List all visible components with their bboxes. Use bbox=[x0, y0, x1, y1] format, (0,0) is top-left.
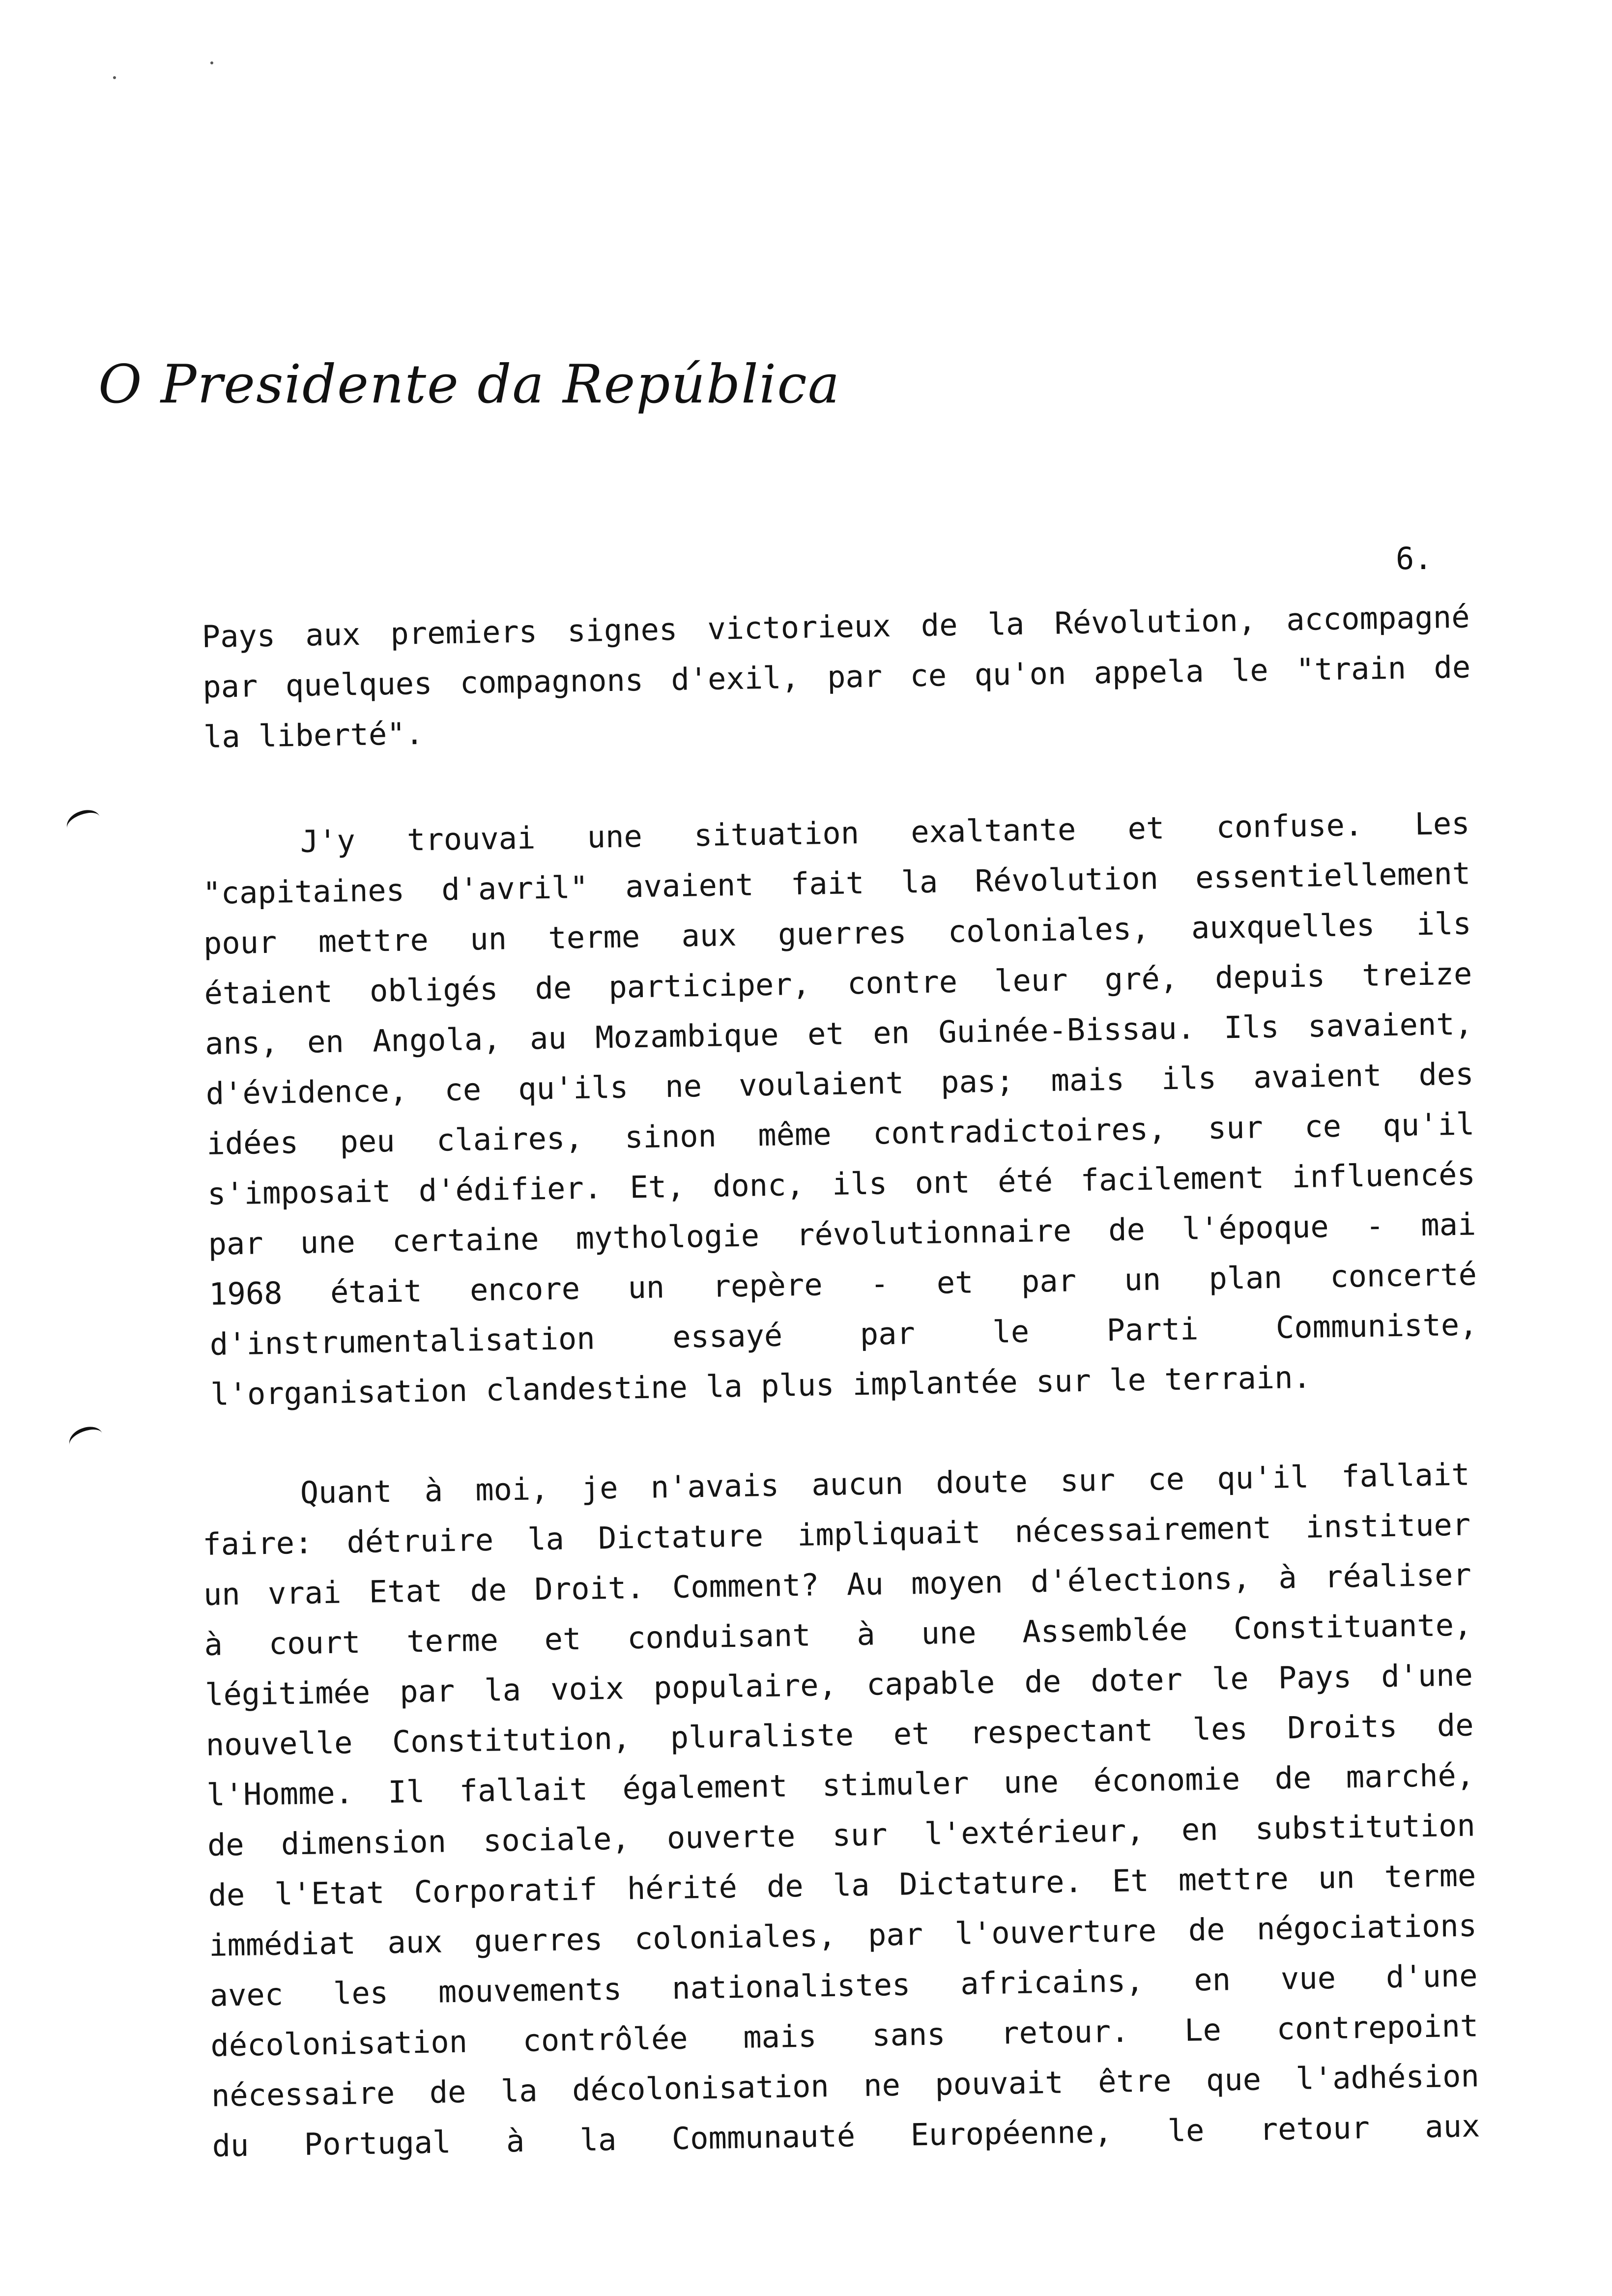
text-line: par quelques compagnons d'exil, par ce qu'on appela le "train de bbox=[202, 649, 1471, 705]
paragraph-2 bbox=[202, 798, 1479, 1419]
text-line: à court terme et conduisant à une Assemblée Constituante, bbox=[204, 1607, 1472, 1663]
text-line: Pays aux premiers signes victorieux de la Révolution, accompagné bbox=[202, 599, 1470, 655]
text-line: du Portugal à la Communauté Européenne, le retour aux bbox=[212, 2108, 1480, 2164]
text-line: faire: détruire la Dictature impliquait nécessairement instituer bbox=[202, 1506, 1471, 1562]
text-line: Quant à moi, je n'avais aucun doute sur ce qu'il fallait bbox=[300, 1456, 1470, 1511]
text-line: pour mettre un terme aux guerres coloniales, auxquelles ils bbox=[203, 905, 1472, 961]
text-line: d'instrumentalisation essayé par le Parti Communiste, bbox=[209, 1306, 1478, 1362]
page-number: 6. bbox=[1396, 541, 1433, 576]
text-line: de dimension sociale, ouverte sur l'extérieur, en substitution bbox=[207, 1807, 1476, 1863]
text-line: décolonisation contrôlée mais sans retour. Le contrepoint bbox=[210, 2008, 1479, 2064]
scan-speck bbox=[113, 76, 116, 79]
text-line: ans, en Angola, au Mozambique et en Guinée-Bissau. Ils savaient, bbox=[204, 1005, 1473, 1062]
text-line: J'y trouvai une situation exaltante et confuse. Les bbox=[300, 805, 1470, 860]
text-line: d'évidence, ce qu'ils ne voulaient pas; mais ils avaient des bbox=[205, 1056, 1474, 1112]
text-line: 1968 était encore un repère - et par un plan concerté bbox=[208, 1256, 1477, 1312]
text-line: un vrai Etat de Droit. Comment? Au moyen d'élections, à réaliser bbox=[203, 1556, 1472, 1612]
paragraph-1 bbox=[202, 592, 1471, 762]
text-line: de l'Etat Corporatif hérité de la Dictature. Et mettre un terme bbox=[208, 1857, 1476, 1913]
text-line: étaient obligés de participer, contre leur gré, depuis treize bbox=[204, 955, 1472, 1011]
text-line: avec les mouvements nationalistes africains, en vue d'une bbox=[209, 1957, 1478, 2013]
text-line: légitimée par la voix populaire, capable de doter le Pays d'une bbox=[204, 1657, 1473, 1713]
margin-mark bbox=[63, 805, 104, 839]
letterhead: O Presidente da República bbox=[98, 354, 841, 415]
text-line: l'organisation clandestine la plus implantée sur le terrain. bbox=[210, 1359, 1312, 1412]
margin-mark bbox=[66, 1422, 106, 1456]
paragraph-3 bbox=[202, 1449, 1480, 2171]
text-line: nécessaire de la décolonisation ne pouvait être que l'adhésion bbox=[211, 2058, 1480, 2114]
text-line: nouvelle Constitution, pluraliste et respectant les Droits de bbox=[205, 1707, 1474, 1763]
text-line: "capitaines d'avril" avaient fait la Révolution essentiellement bbox=[202, 855, 1471, 911]
text-line: s'imposait d'édifier. Et, donc, ils ont été facilement influencés bbox=[207, 1156, 1476, 1212]
scan-speck bbox=[210, 61, 213, 64]
text-line: par une certaine mythologie révolutionnaire de l'époque - mai bbox=[208, 1206, 1476, 1262]
text-line: idées peu claires, sinon même contradictoires, sur ce qu'il bbox=[206, 1106, 1475, 1162]
text-line: l'Homme. Il fallait également stimuler une économie de marché, bbox=[206, 1757, 1475, 1813]
text-line: la liberté". bbox=[203, 715, 424, 755]
text-line: immédiat aux guerres coloniales, par l'ouverture de négociations bbox=[208, 1907, 1477, 1963]
